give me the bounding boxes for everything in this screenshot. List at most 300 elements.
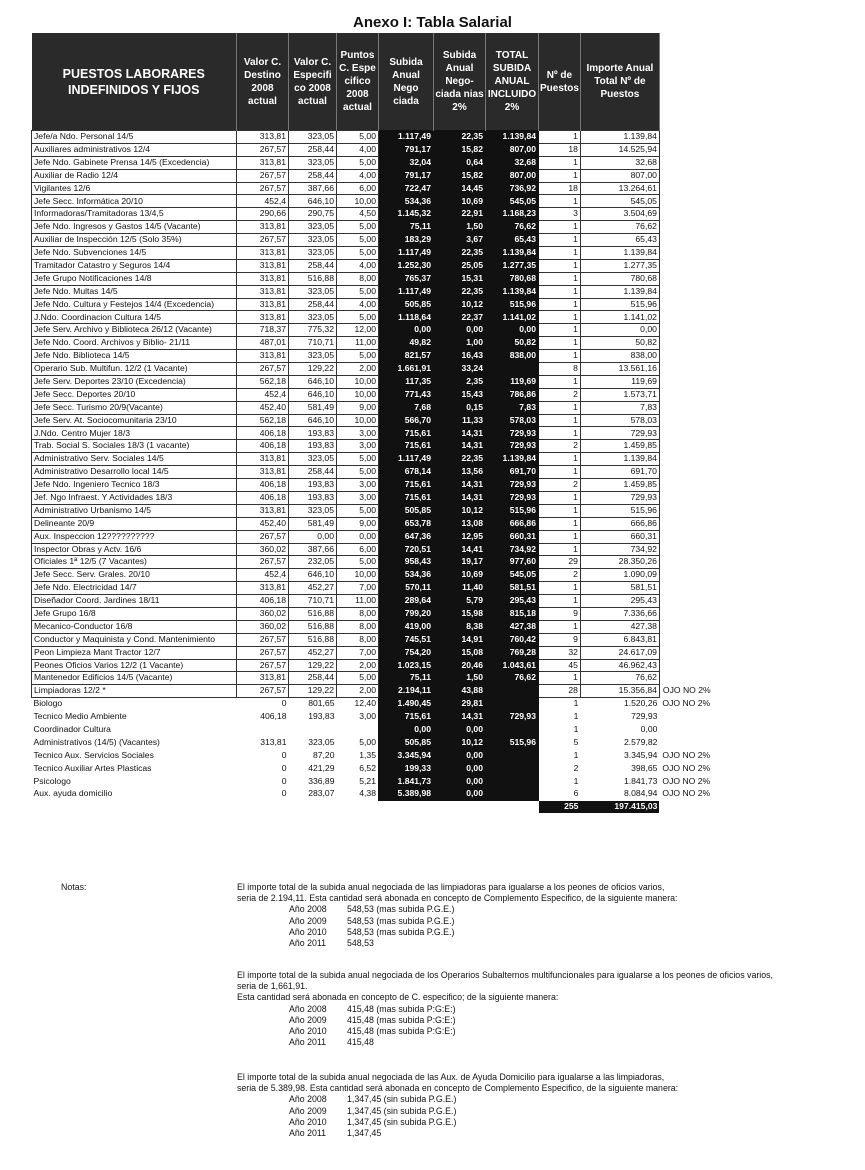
cell-nota [659, 182, 751, 195]
cell-total: 769,28 [486, 646, 539, 659]
cell-n-puestos: 1 [539, 247, 581, 260]
cell-subida: 1.490,45 [379, 698, 434, 711]
note-year-row [237, 904, 677, 915]
header-puesto: PUESTOS LABORARES INDEFINIDOS Y FIJOS [32, 33, 237, 131]
cell-destino: 267,57 [237, 182, 289, 195]
note-line: seria de 5.389,98. Esta cantidad será abonada en concepto de Complemento Especifico, de la siguiente manera: [237, 1083, 679, 1094]
cell-puntos: 6,00 [337, 543, 379, 556]
note-amount: 548,53 [347, 938, 374, 949]
cell-nota [659, 736, 751, 749]
table-row [32, 169, 752, 182]
cell-destino: 313,81 [237, 156, 289, 169]
cell-subida: 1.118,64 [379, 311, 434, 324]
cell-puntos: 4,50 [337, 208, 379, 221]
table-row [32, 698, 752, 711]
cell-especifico [289, 723, 337, 736]
cell-n-puestos: 8 [539, 363, 581, 376]
cell-n-puestos: 5 [573, 736, 579, 747]
cell-n-puestos: 1 [573, 724, 579, 735]
cell-n-puestos: 1 [539, 530, 581, 543]
cell-total [486, 363, 539, 376]
table-row [32, 337, 752, 350]
note-year-row [237, 916, 677, 927]
cell-subida: 653,78 [379, 517, 434, 530]
cell-puesto: Jefe Ndo. Ingresos y Gastos 14/5 (Vacante) [32, 221, 237, 234]
cell-puesto: Jefe Secc. Deportes 20/10 [32, 388, 237, 401]
cell-subida: 1.661,91 [379, 363, 434, 376]
cell-especifico: 323,05 [289, 221, 337, 234]
cell-importe: 660,31 [580, 530, 659, 543]
note-year-row [237, 1106, 678, 1117]
cell-nota [659, 388, 751, 401]
cell-importe: 14.525,94 [580, 143, 659, 156]
cell-total: 729,93 [486, 427, 539, 440]
cell-destino: 267,57 [237, 169, 289, 182]
note-year: Año 2011 [289, 938, 327, 949]
cell-total: 515,96 [486, 736, 539, 749]
cell-nota [659, 543, 751, 556]
cell-importe: 1.459,85 [580, 479, 659, 492]
note-line: El importe total de la subida anual negociada de las Aux. de Ayuda Domicilio para igualarse a las limpiadoras, [237, 1072, 665, 1082]
cell-importe: 6.843,81 [580, 633, 659, 646]
cell-total: 729,93 [486, 491, 539, 504]
cell-total: 780,68 [486, 272, 539, 285]
cell-puntos: 4,00 [337, 169, 379, 182]
cell-n-puestos: 3 [539, 208, 581, 221]
cell-n-puestos: 1 [539, 582, 581, 595]
cell-subida-2: 14,91 [434, 633, 486, 646]
cell-nota: OJO NO 2% [662, 698, 711, 709]
cell-n-puestos: 1 [539, 285, 581, 298]
note-year: Año 2009 [289, 1105, 327, 1116]
cell-nota [659, 556, 751, 569]
cell-puntos: 5,00 [337, 156, 379, 169]
cell-especifico: 258,44 [289, 672, 337, 685]
cell-total: 666,86 [486, 517, 539, 530]
cell-subida-2: 14,45 [434, 182, 486, 195]
cell-nota [659, 131, 751, 144]
cell-importe: 1.141,02 [580, 311, 659, 324]
table-row [32, 595, 752, 608]
cell-importe: 1.139,84 [580, 247, 659, 260]
cell-especifico: 323,05 [289, 247, 337, 260]
cell-importe: 729,93 [580, 427, 659, 440]
cell-n-puestos: 2 [539, 479, 581, 492]
note-year-row [237, 1015, 773, 1026]
cell-destino: 267,57 [237, 633, 289, 646]
cell-puntos: 12,40 [354, 698, 376, 709]
cell-subida-2: 20,46 [434, 659, 486, 672]
cell-subida: 754,20 [379, 646, 434, 659]
cell-puntos: 8,00 [337, 633, 379, 646]
cell-nota [659, 375, 751, 388]
cell-subida: 745,51 [379, 633, 434, 646]
cell-subida-2: 10,12 [434, 298, 486, 311]
cell-importe: 578,03 [580, 414, 659, 427]
cell-n-puestos: 1 [539, 350, 581, 363]
table-row [32, 607, 752, 620]
cell-subida-2: 10,69 [434, 569, 486, 582]
cell-importe: 3.504,69 [580, 208, 659, 221]
cell-puesto: Peones Oficios Varios 12/2 (1 Vacante) [32, 659, 237, 672]
cell-subida-2: 15,43 [434, 388, 486, 401]
cell-subida-2: 10,12 [434, 504, 486, 517]
cell-subida: 1.117,49 [379, 453, 434, 466]
cell-especifico: 516,88 [289, 272, 337, 285]
table-row [32, 633, 752, 646]
cell-nota [659, 646, 751, 659]
note-year-row [237, 1037, 773, 1048]
cell-total: 734,92 [486, 543, 539, 556]
note-year-row [237, 1026, 773, 1037]
cell-subida: 715,61 [379, 427, 434, 440]
cell-puntos: 10,00 [337, 388, 379, 401]
cell-especifico: 323,05 [289, 350, 337, 363]
cell-puesto: Jefe Ndo. Multas 14/5 [32, 285, 237, 298]
cell-n-puestos: 1 [539, 375, 581, 388]
cell-destino: 267,57 [237, 685, 289, 698]
cell-total: 119,69 [486, 375, 539, 388]
cell-nota [659, 311, 751, 324]
total-spacer [289, 801, 337, 813]
table-row [32, 788, 752, 801]
cell-subida-2: 22,35 [434, 453, 486, 466]
cell-especifico: 323,05 [308, 736, 335, 747]
cell-n-puestos: 2 [573, 762, 579, 773]
cell-n-puestos: 1 [539, 156, 581, 169]
cell-nota [659, 337, 751, 350]
cell-especifico: 193,83 [289, 491, 337, 504]
cell-n-puestos: 1 [573, 711, 579, 722]
note-year: Año 2011 [289, 1037, 327, 1048]
cell-destino: 452,4 [237, 569, 289, 582]
cell-subida: 771,43 [379, 388, 434, 401]
header-subida: Subida Anual Nego ciada [379, 33, 434, 131]
salary-table [31, 33, 752, 813]
cell-nota [659, 247, 751, 260]
cell-subida: 75,11 [379, 672, 434, 685]
table-row [32, 736, 752, 749]
table-row [32, 298, 752, 311]
cell-importe: 1.139,84 [580, 453, 659, 466]
total-spacer [486, 801, 539, 813]
cell-destino: 562,18 [237, 414, 289, 427]
table-row [32, 324, 752, 337]
cell-importe: 729,93 [580, 491, 659, 504]
cell-nota [659, 607, 751, 620]
cell-puntos: 3,00 [337, 440, 379, 453]
note-block-operarios [237, 970, 773, 1048]
cell-subida-2: 14,31 [434, 427, 486, 440]
cell-subida-2: 16,43 [434, 350, 486, 363]
cell-subida-2: 1,50 [434, 672, 486, 685]
cell-especifico: 581,49 [289, 401, 337, 414]
cell-subida: 715,61 [379, 440, 434, 453]
cell-nota [659, 272, 751, 285]
cell-total: 295,43 [486, 595, 539, 608]
cell-subida: 505,85 [379, 504, 434, 517]
cell-especifico: 129,22 [289, 659, 337, 672]
cell-especifico: 290,75 [289, 208, 337, 221]
cell-destino: 313,81 [237, 311, 289, 324]
cell-total [486, 698, 539, 711]
cell-nota: OJO NO 2% [662, 749, 711, 760]
cell-puesto: Administrativo Serv. Sociales 14/5 [32, 453, 237, 466]
cell-total: 729,93 [486, 711, 539, 724]
cell-puesto: Jefe Serv. Archivo y Biblioteca 26/12 (Vacante) [32, 324, 237, 337]
cell-n-puestos: 28 [539, 685, 581, 698]
cell-subida-2: 15,98 [434, 607, 486, 620]
table-row [32, 620, 752, 633]
cell-subida: 821,57 [379, 350, 434, 363]
cell-importe: 1.139,84 [580, 285, 659, 298]
cell-puntos: 12,00 [337, 324, 379, 337]
cell-puesto: Jefe Serv. Deportes 23/10 (Excedencia) [32, 375, 237, 388]
cell-destino: 313,81 [237, 298, 289, 311]
cell-subida: 32,04 [379, 156, 434, 169]
cell-destino: 313,81 [237, 582, 289, 595]
cell-nota [659, 195, 751, 208]
cell-destino: 313,81 [237, 453, 289, 466]
cell-n-puestos: 1 [573, 698, 579, 709]
cell-importe: 734,92 [580, 543, 659, 556]
cell-destino: 452,40 [237, 401, 289, 414]
cell-especifico: 387,66 [289, 543, 337, 556]
table-header-row [32, 33, 752, 131]
cell-nota: OJO NO 2% [662, 762, 711, 773]
table-row [32, 247, 752, 260]
cell-subida-2: 15,08 [434, 646, 486, 659]
cell-importe: 3.345,94 [623, 749, 658, 760]
cell-especifico: 258,44 [289, 298, 337, 311]
cell-total: 977,60 [486, 556, 539, 569]
cell-subida-2: 10,69 [434, 195, 486, 208]
cell-puesto: Limpiadoras 12/2 * [32, 685, 237, 698]
cell-nota [659, 530, 751, 543]
cell-subida-2: 1,50 [434, 221, 486, 234]
cell-puesto: Auxiliar de Inspección 12/5 (Solo 35%) [32, 234, 237, 247]
table-row [32, 556, 752, 569]
cell-n-puestos: 1 [539, 311, 581, 324]
cell-subida-2: 15,31 [434, 272, 486, 285]
cell-destino: 267,57 [237, 556, 289, 569]
cell-total: 581,51 [486, 582, 539, 595]
note-amount: 1,347,45 (sin subida P.G.E.) [347, 1094, 457, 1105]
cell-puesto: Jefe Secc. Serv. Grales. 20/10 [32, 569, 237, 582]
cell-subida-2: 19,17 [434, 556, 486, 569]
cell-subida-2: 14,31 [434, 711, 486, 724]
note-year: Año 2010 [289, 1026, 327, 1037]
cell-especifico: 775,32 [289, 324, 337, 337]
cell-puesto: Jefe Secc. Turismo 20/9(Vacante) [32, 401, 237, 414]
cell-subida-2: 3,67 [434, 234, 486, 247]
table-row [32, 659, 752, 672]
cell-n-puestos: 2 [539, 440, 581, 453]
cell-especifico: 710,71 [289, 337, 337, 350]
cell-destino: 452,4 [237, 388, 289, 401]
cell-subida: 570,11 [379, 582, 434, 595]
cell-especifico: 336,89 [308, 775, 335, 786]
table-row [32, 401, 752, 414]
cell-importe: 1.841,73 [623, 775, 658, 786]
cell-destino: 290,66 [237, 208, 289, 221]
cell-subida: 3.345,94 [379, 749, 434, 762]
cell-subida-2: 22,35 [434, 285, 486, 298]
cell-total [486, 775, 539, 788]
cell-nota [659, 208, 751, 221]
total-spacer [337, 801, 379, 813]
cell-importe: 666,86 [580, 517, 659, 530]
cell-especifico: 193,83 [308, 711, 335, 722]
cell-especifico: 232,05 [289, 556, 337, 569]
cell-puesto: Jefe Ndo. Cultura y Festejos 14/4 (Excedencia) [32, 298, 237, 311]
cell-total: 1.043,61 [486, 659, 539, 672]
cell-nota [659, 143, 751, 156]
cell-destino: 360,02 [237, 543, 289, 556]
total-spacer [379, 801, 434, 813]
cell-total [486, 723, 539, 736]
table-row [32, 582, 752, 595]
note-year: Año 2010 [289, 926, 327, 937]
cell-especifico: 581,49 [289, 517, 337, 530]
cell-importe: 13.561,16 [580, 363, 659, 376]
cell-puesto: Jefe Grupo Notificaciones 14/8 [32, 272, 237, 285]
cell-n-puestos: 2 [539, 569, 581, 582]
cell-puesto: Conductor y Maquinista y Cond. Mantenimiento [32, 633, 237, 646]
note-year: Año 2009 [289, 915, 327, 926]
cell-destino: 313,81 [260, 736, 287, 747]
cell-total [486, 788, 539, 801]
cell-importe: 691,70 [580, 466, 659, 479]
cell-puesto: Vigilantes 12/6 [32, 182, 237, 195]
cell-n-puestos: 1 [539, 169, 581, 182]
header-destino: Valor C. Destino 2008 actual [237, 33, 289, 131]
cell-especifico: 452,27 [289, 582, 337, 595]
cell-subida-2: 0,64 [434, 156, 486, 169]
cell-especifico: 129,22 [289, 363, 337, 376]
cell-especifico: 258,44 [289, 259, 337, 272]
cell-destino: 267,57 [237, 143, 289, 156]
cell-especifico: 323,05 [289, 285, 337, 298]
cell-nota [659, 466, 751, 479]
cell-total: 815,18 [486, 607, 539, 620]
cell-n-puestos: 1 [539, 543, 581, 556]
cell-especifico: 646,10 [289, 388, 337, 401]
table-row [32, 762, 752, 775]
cell-total: 660,31 [486, 530, 539, 543]
note-year: Año 2010 [289, 1116, 327, 1127]
cell-importe: 545,05 [580, 195, 659, 208]
cell-n-puestos: 1 [573, 775, 579, 786]
cell-destino: 267,57 [237, 646, 289, 659]
cell-subida: 419,00 [379, 620, 434, 633]
cell-subida-2: 43,88 [434, 685, 486, 698]
cell-subida-2: 1,00 [434, 337, 486, 350]
cell-subida-2: 14,31 [434, 479, 486, 492]
cell-total: 76,62 [486, 221, 539, 234]
note-line: seria de 1,661,91. [237, 981, 308, 992]
cell-importe: 1.139,84 [580, 131, 659, 144]
cell-puntos: 7,00 [337, 646, 379, 659]
cell-destino: 406,18 [237, 440, 289, 453]
cell-puntos: 11,00 [337, 337, 379, 350]
page-title: Anexo I: Tabla Salarial [353, 14, 512, 31]
totals-row [32, 801, 752, 813]
cell-nota [659, 363, 751, 376]
cell-subida-2: 0,00 [434, 324, 486, 337]
cell-n-puestos: 1 [539, 595, 581, 608]
cell-puesto: Jefe Grupo 16/8 [32, 607, 237, 620]
cell-subida-2: 0,00 [434, 775, 486, 788]
table-row [32, 414, 752, 427]
cell-destino: 487,01 [237, 337, 289, 350]
cell-especifico: 129,22 [289, 685, 337, 698]
table-row [32, 569, 752, 582]
cell-total: 1.141,02 [486, 311, 539, 324]
cell-importe: 729,93 [631, 711, 658, 722]
cell-especifico: 421,29 [308, 762, 335, 773]
cell-nota: OJO NO 2% [662, 788, 711, 799]
cell-subida: 1.145,32 [379, 208, 434, 221]
cell-importe: 807,00 [580, 169, 659, 182]
cell-n-puestos: 1 [539, 491, 581, 504]
cell-subida-2: 8,38 [434, 620, 486, 633]
cell-puntos: 5,00 [359, 736, 376, 747]
cell-n-puestos: 1 [539, 620, 581, 633]
cell-importe: 2.579,82 [623, 736, 658, 747]
cell-puntos: 5,00 [337, 247, 379, 260]
cell-nota [659, 504, 751, 517]
cell-nota [659, 221, 751, 234]
cell-importe: 28.350,26 [580, 556, 659, 569]
cell-puntos: 2,00 [337, 685, 379, 698]
cell-nota [659, 324, 751, 337]
cell-puesto: Jefe Ndo. Coord. Archivos y Biblio- 21/11 [32, 337, 237, 350]
cell-total: 1.139,84 [486, 247, 539, 260]
cell-n-puestos: 45 [539, 659, 581, 672]
cell-subida: 799,20 [379, 607, 434, 620]
note-amount: 415,48 (mas subida P:G:E:) [347, 1003, 456, 1014]
cell-subida: 7,68 [379, 401, 434, 414]
cell-puesto: Jefe Ndo. Biblioteca 14/5 [32, 350, 237, 363]
note-year-row [237, 1117, 678, 1128]
cell-puesto: Tecnico Auxiliar Artes Plasticas [33, 762, 152, 773]
cell-destino: 718,37 [237, 324, 289, 337]
table-row [32, 775, 752, 788]
cell-subida: 0,00 [379, 723, 434, 736]
cell-puesto: Auxiliares administrativos 12/4 [32, 143, 237, 156]
cell-subida-2: 14,31 [434, 440, 486, 453]
cell-puesto: Oficiales 1ª 12/5 (7 Vacantes) [32, 556, 237, 569]
cell-total: 807,00 [486, 143, 539, 156]
table-row [32, 543, 752, 556]
cell-n-puestos: 18 [539, 143, 581, 156]
cell-total: 578,03 [486, 414, 539, 427]
cell-puesto: Administrativo Desarrollo local 14/5 [32, 466, 237, 479]
cell-importe: 8.084,94 [623, 788, 658, 799]
cell-total: 729,93 [486, 479, 539, 492]
cell-total: 515,96 [486, 298, 539, 311]
cell-subida: 534,36 [379, 195, 434, 208]
cell-nota [659, 582, 751, 595]
cell-puntos: 5,00 [337, 311, 379, 324]
cell-destino: 313,81 [237, 247, 289, 260]
cell-puntos: 4,38 [359, 788, 376, 799]
cell-subida-2: 22,91 [434, 208, 486, 221]
cell-destino: 406,18 [237, 427, 289, 440]
cell-nota [659, 479, 751, 492]
cell-total: 1.277,35 [486, 259, 539, 272]
